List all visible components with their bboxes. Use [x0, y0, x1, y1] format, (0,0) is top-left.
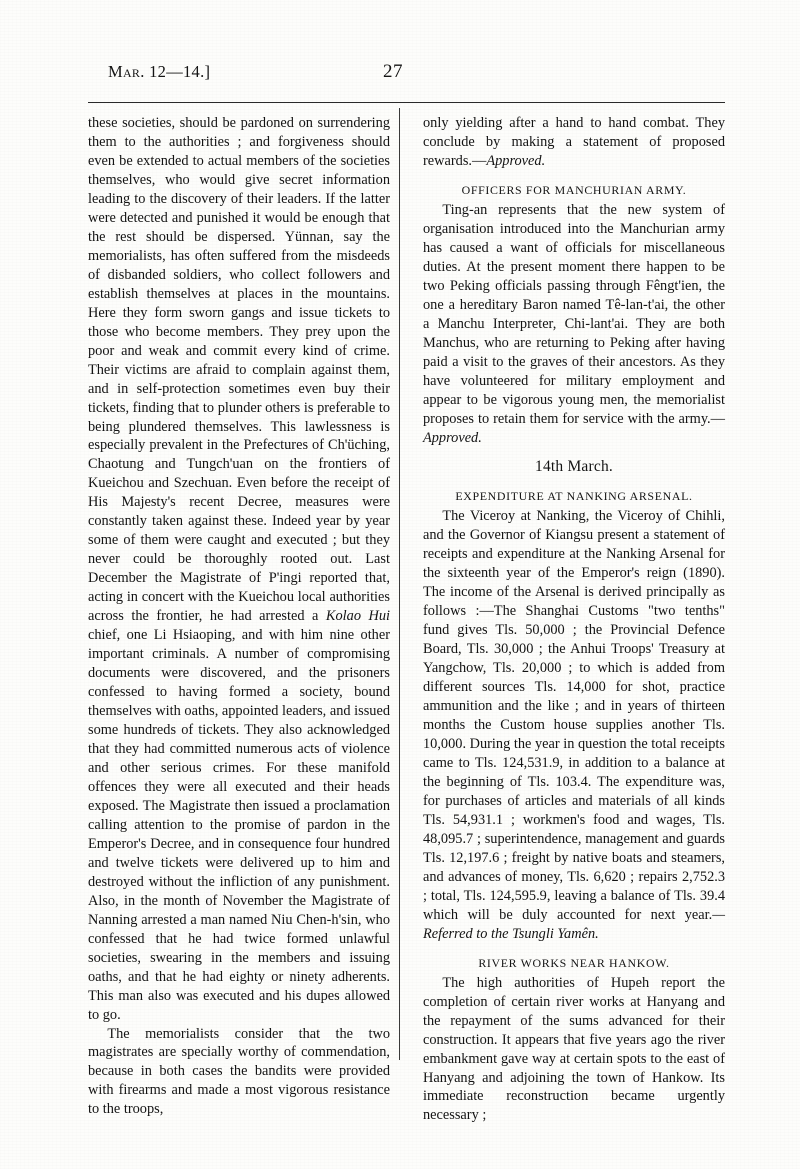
- paragraph-manchurian-army: [423, 201, 725, 448]
- header-rule: [88, 102, 725, 103]
- heading-date-14-march: 14th March.: [535, 458, 613, 476]
- left-column: [88, 114, 390, 1119]
- paragraph-combat-text: only yielding after a hand to hand combat. They conclude by making a statement of proposed rewards.—: [423, 115, 725, 169]
- page-number: 27: [383, 61, 403, 82]
- heading-river-works-hankow: RIVER WORKS NEAR HANKOW.: [478, 955, 670, 970]
- kolao-hui-italic: Kolao Hui: [325, 608, 391, 625]
- column-divider-rule: [399, 108, 400, 1060]
- paragraph-societies-text: these societies, should be pardoned on surrendering them to the authorities ; and forgiveness should even be extended to actual members of the societies themselves, who would give secret information leading to the discovery of their leaders. If the latter were detected and punished it would be enough that the rest should be dispersed. Yünnan, say the memorialists, has often suffered from the misdeeds of disbanded soldiers, who collect followers and establish themselves at places in the mountains. Here they form sworn gangs and issue tickets to those who become members. They prey upon the poor and weak and commit every kind of crime. Their victims are afraid to complain against them, and in self-protection sometimes even buy their tickets, finding that to plunder others is preferable to being plundered themselves. This lawlessness is especially prevalent in the Prefectures of Ch'üching, Chaotung and Tungch'uan on the frontiers of Kueichou and Szechuan. Even before the receipt of His Majesty's recent Decree, measures were constantly taken against these. Indeed year by year some of them were caught and executed ; but they never could be thoroughly rooted out. Last December the Magistrate of P'ingi reported that, acting in concert with the Kueichou local authorities across the frontier, he had arrested a: [88, 115, 390, 625]
- right-column: [423, 114, 725, 1125]
- referral-italic: —Referred to the Tsungli Yamên.: [423, 906, 725, 942]
- running-head-date: Mar. 12—14.]: [108, 62, 211, 81]
- body-columns: [88, 114, 725, 1124]
- approved-italic-1: Approved.: [486, 152, 546, 169]
- paragraph-memorialists: The memorialists consider that the two magistrates are specially worthy of commendation, because in both cases the bandits were provided with firearms and made a most vigorous resistance to the troops,: [88, 1025, 390, 1118]
- approved-italic-2: Approved.: [423, 429, 482, 446]
- heading-manchurian-army: OFFICERS FOR MANCHURIAN ARMY.: [461, 182, 687, 197]
- paragraph-river-works: The high authorities of Hupeh report the completion of certain river works at Hanyang and the repayment of the sums advanced for their construction. It appears that five years ago the river embankment gave way at certain spots to the east of Hanyang and adjoining the town of Hankow. Its immediate reconstruction became urgently necessary ;: [423, 974, 725, 1124]
- paragraph-manchurian-text: Ting-an represents that the new system of organisation introduced into the Manchurian army has caused a want of officials for miscellaneous duties. At the present moment there happen to be two Peking officials passing through Fêngt'ien, the one a hereditary Baron named Tê-lan-t'ai, the other a Manchu Interpreter, Chi-lant'ai. They are both Manchus, who are returning to Peking after having paid a visit to the graves of their ancestors. As they have volunteered for military employment and appear to be vigorous young men, the memorialist proposes to retain them for service with the army.—: [423, 201, 725, 427]
- heading-nanking-arsenal: EXPENDITURE AT NANKING ARSENAL.: [455, 489, 693, 504]
- paragraph-nanking-arsenal: [423, 507, 725, 943]
- paragraph-societies: [88, 114, 390, 1025]
- paragraph-arsenal-text: The Viceroy at Nanking, the Viceroy of Chihli, and the Governor of Kiangsu present a statement of receipts and expenditure at the Nanking Arsenal for the sixteenth year of the Emperor's reign (1890). The income of the Arsenal is derived principally as follows :—The Shanghai Customs "two tenths" fund gives Tls. 50,000 ; the Provincial Defence Board, Tls. 30,000 ; the Anhui Troops' Treasury at Yangchow, Tls. 20,000 ; to which is added from different sources Tls. 14,000 for shot, practice ammunition and the like ; and in years of thirteen months the Custom house supplies another Tls. 10,000. During the year in question the total receipts came to Tls. 124,531.9, in addition to a balance at the beginning of Tls. 103.4. The expenditure was, for purchases of articles and materials of all kinds Tls. 54,931.1 ; workmen's food and wages, Tls. 48,095.7 ; superintendence, management and guards Tls. 12,197.6 ; freight by native boats and steamers, and advances of money, Tls. 6,620 ; repairs 2,752.3 ; total, Tls. 124,595.9, leaving a balance of Tls. 39.4 which will be duly accounted for next year.: [423, 508, 725, 923]
- paragraph-societies-continued: chief, one Li Hsiaoping, and with him nine other important criminals. A number of compromising documents were discovered, and the prisoners confessed to having formed a society, bound themselves with oaths, appointed leaders, and issued some hundreds of tickets. They also acknowledged that they had committed numerous acts of violence and other serious crimes. For these manifold offences they were all executed and their heads exposed. The Magistrate then issued a proclamation calling attention to the promise of pardon in the Emperor's Decree, and in consequence four hundred and twelve tickets were delivered up to him and destroyed without the infliction of any punishment. Also, in the month of November the Magistrate of Nanning arrested a man named Niu Chen-h'sin, who confessed that he had twice formed unlawful societies, swearing in the members and issuing oaths, and that he had eighty or ninety adherents. This man also was executed and his dupes allowed to go.: [88, 627, 390, 1023]
- running-head: [88, 62, 724, 90]
- paragraph-combat: [423, 114, 725, 171]
